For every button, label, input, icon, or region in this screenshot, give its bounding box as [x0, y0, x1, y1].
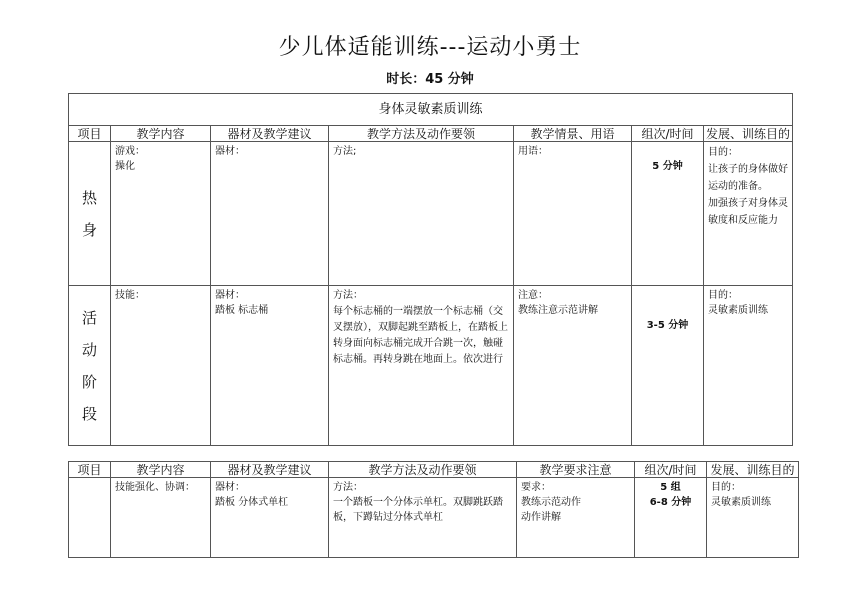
method-cell	[329, 478, 517, 558]
header-equipment: 器材及教学建议	[211, 462, 329, 478]
stage-char: 活	[81, 308, 97, 327]
equipment-cell	[211, 286, 329, 446]
cell-line: 技能强化、协调：	[115, 482, 195, 493]
cell-line: 目的：	[711, 482, 741, 493]
cell-line: 技能：	[115, 290, 145, 301]
time-cell: 3-5 分钟	[632, 286, 704, 446]
equipment-cell	[211, 142, 329, 286]
cell-line: 灵敏素质训练	[708, 305, 768, 316]
lesson-table-2	[68, 461, 799, 558]
header-method: 教学方法及动作要领	[329, 462, 517, 478]
header-goal: 发展、训练目的	[704, 126, 793, 142]
stage-cell	[69, 478, 111, 558]
cell-line: 6-8 分钟	[649, 497, 692, 508]
section-title: 身体灵敏素质训练	[69, 94, 793, 126]
cell-line: 器材：	[215, 146, 245, 157]
cell-line: 用语：	[518, 146, 548, 157]
header-content: 教学内容	[111, 126, 211, 142]
scenario-cell	[514, 286, 632, 446]
cell-line: 目的：	[708, 147, 738, 158]
goal-cell	[704, 286, 793, 446]
goal-cell	[707, 478, 799, 558]
header-item: 项目	[69, 126, 111, 142]
lesson-table-1	[68, 93, 793, 446]
cell-line: 加强孩子对身体灵敏度和反应能力	[708, 198, 788, 226]
cell-line: 5 组	[660, 482, 681, 493]
header-content: 教学内容	[111, 462, 211, 478]
header-requirements: 教学要求注意	[517, 462, 635, 478]
time-cell	[635, 478, 707, 558]
cell-line: 灵敏素质训练	[711, 497, 771, 508]
header-method: 教学方法及动作要领	[329, 126, 514, 142]
header-time: 组次/时间	[635, 462, 707, 478]
cell-line: 器材：	[215, 290, 245, 301]
cell-line: 操化	[115, 161, 135, 172]
header-goal: 发展、训练目的	[707, 462, 799, 478]
cell-line: 每个标志桶的一端摆放一个标志桶（交叉摆放），双脚起跳至踏板上，在踏板上转身面向标志桶完成开合跳一次，触碰标志桶。再转身跳在地面上。依次进行	[333, 306, 508, 365]
cell-line: 方法;	[333, 146, 357, 157]
stage-char: 阶	[81, 372, 97, 391]
stage-char: 段	[81, 404, 97, 423]
cell-line: 方法：	[333, 482, 363, 493]
content-cell	[111, 142, 211, 286]
stage-char: 动	[81, 340, 97, 359]
content-cell	[111, 478, 211, 558]
table-row	[69, 478, 799, 558]
table-row	[69, 142, 793, 286]
content-cell	[111, 286, 211, 446]
cell-line: 目的：	[708, 290, 738, 301]
header-scenario: 教学情景、用语	[514, 126, 632, 142]
cell-line: 注意：	[518, 290, 548, 301]
time-cell: 5 分钟	[632, 142, 704, 286]
requirements-cell	[517, 478, 635, 558]
cell-line: 教练示范动作	[521, 497, 581, 508]
header-equipment: 器材及教学建议	[211, 126, 329, 142]
cell-line: 一个踏板一个分体示单杠。双脚跳跃踏板，下蹲钻过分体式单杠	[333, 497, 503, 523]
stage-char: 身	[81, 220, 97, 239]
cell-line: 游戏：	[115, 146, 145, 157]
cell-line: 踏板 分体式单杠	[215, 497, 289, 508]
stage-cell	[69, 286, 111, 446]
cell-line: 要求：	[521, 482, 551, 493]
cell-line: 方法：	[333, 290, 363, 301]
scenario-cell	[514, 142, 632, 286]
cell-line: 器材：	[215, 482, 245, 493]
stage-cell	[69, 142, 111, 286]
document-title: 少儿体适能训练---运动小勇士	[278, 35, 582, 60]
equipment-cell	[211, 478, 329, 558]
stage-char: 热	[81, 188, 97, 207]
header-time: 组次/时间	[632, 126, 704, 142]
cell-line: 踏板 标志桶	[215, 305, 269, 316]
duration-label: 时长：45 分钟	[386, 72, 474, 87]
header-item: 项目	[69, 462, 111, 478]
cell-line: 让孩子的身体做好运动的准备。	[708, 164, 788, 192]
table-row	[69, 286, 793, 446]
cell-line: 动作讲解	[521, 512, 561, 523]
goal-cell	[704, 142, 793, 286]
method-cell	[329, 286, 514, 446]
method-cell	[329, 142, 514, 286]
cell-line: 教练注意示范讲解	[518, 305, 598, 316]
